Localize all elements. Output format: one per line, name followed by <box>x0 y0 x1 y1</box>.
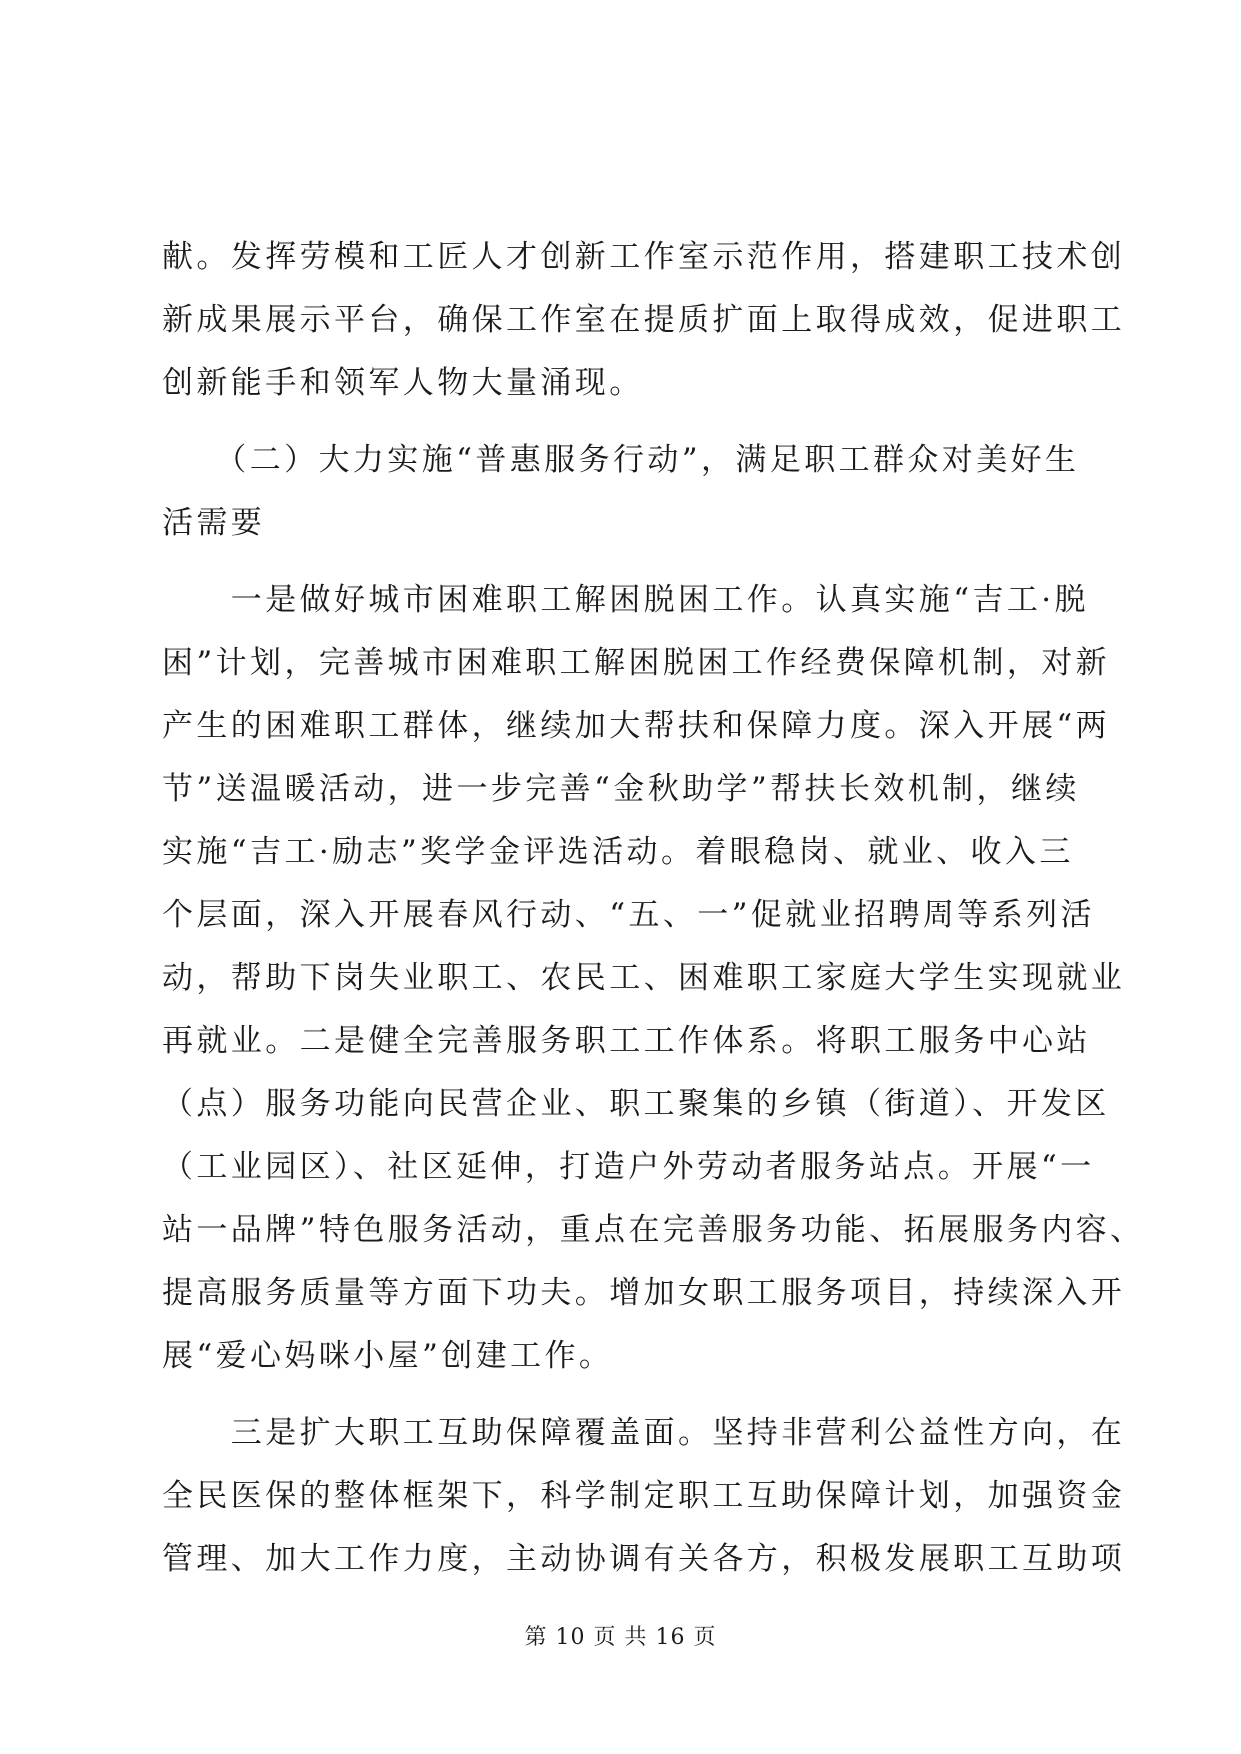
text-line: 困”计划，完善城市困难职工解困脱困工作经费保障机制，对新 <box>162 645 1111 681</box>
text-line: 全民医保的整体框架下，科学制定职工互助保障计划，加强资金 <box>162 1478 1126 1514</box>
text-line: 动，帮助下岗失业职工、农民工、困难职工家庭大学生实现就业 <box>162 960 1126 996</box>
paragraph-two <box>162 1402 1126 1591</box>
text-line: 新成果展示平台，确保工作室在提质扩面上取得成效，促进职工 <box>162 302 1126 338</box>
paragraph-one <box>162 569 1145 1388</box>
text-line: 实施“吉工·励志”奖学金评选活动。着眼稳岗、就业、收入三 <box>162 834 1074 870</box>
text-line: 创新能手和领军人物大量涌现。 <box>162 365 644 401</box>
body-text <box>162 226 1145 1591</box>
page-number-footer: 第 10 页 共 16 页 <box>524 1625 717 1650</box>
heading-line: 活需要 <box>162 505 266 541</box>
text-line: 一是做好城市困难职工解困脱困工作。认真实施“吉工·脱 <box>162 582 1089 618</box>
text-line: 提高服务质量等方面下功夫。增加女职工服务项目，持续深入开 <box>162 1275 1126 1311</box>
text-line: 献。发挥劳模和工匠人才创新工作室示范作用，搭建职工技术创 <box>162 239 1126 275</box>
text-line: 三是扩大职工互助保障覆盖面。坚持非营利公益性方向，在 <box>162 1415 1126 1451</box>
text-line: 节”送温暖活动，进一步完善“金秋助学”帮扶长效机制，继续 <box>162 771 1080 807</box>
paragraph-continuation <box>162 226 1126 415</box>
text-line: 站一品牌”特色服务活动，重点在完善服务功能、拓展服务内容、 <box>162 1212 1145 1248</box>
text-line: （工业园区）、社区延伸，打造户外劳动者服务站点。开展“一 <box>162 1149 1095 1185</box>
text-line: 产生的困难职工群体，继续加大帮扶和保障力度。深入开展“两 <box>162 708 1111 744</box>
text-line: 展“爱心妈咪小屋”创建工作。 <box>162 1338 614 1374</box>
text-line: 个层面，深入开展春风行动、“五、一”促就业招聘周等系列活 <box>162 897 1095 933</box>
text-line: 再就业。二是健全完善服务职工工作体系。将职工服务中心站 <box>162 1023 1091 1059</box>
section-heading <box>162 429 1082 555</box>
text-line: （点）服务功能向民营企业、职工聚集的乡镇（街道）、开发区 <box>162 1086 1110 1122</box>
heading-line: （二）大力实施“普惠服务行动”，满足职工群众对美好生 <box>162 442 1080 478</box>
text-line: 管理、加大工作力度，主动协调有关各方，积极发展职工互助项 <box>162 1541 1126 1577</box>
